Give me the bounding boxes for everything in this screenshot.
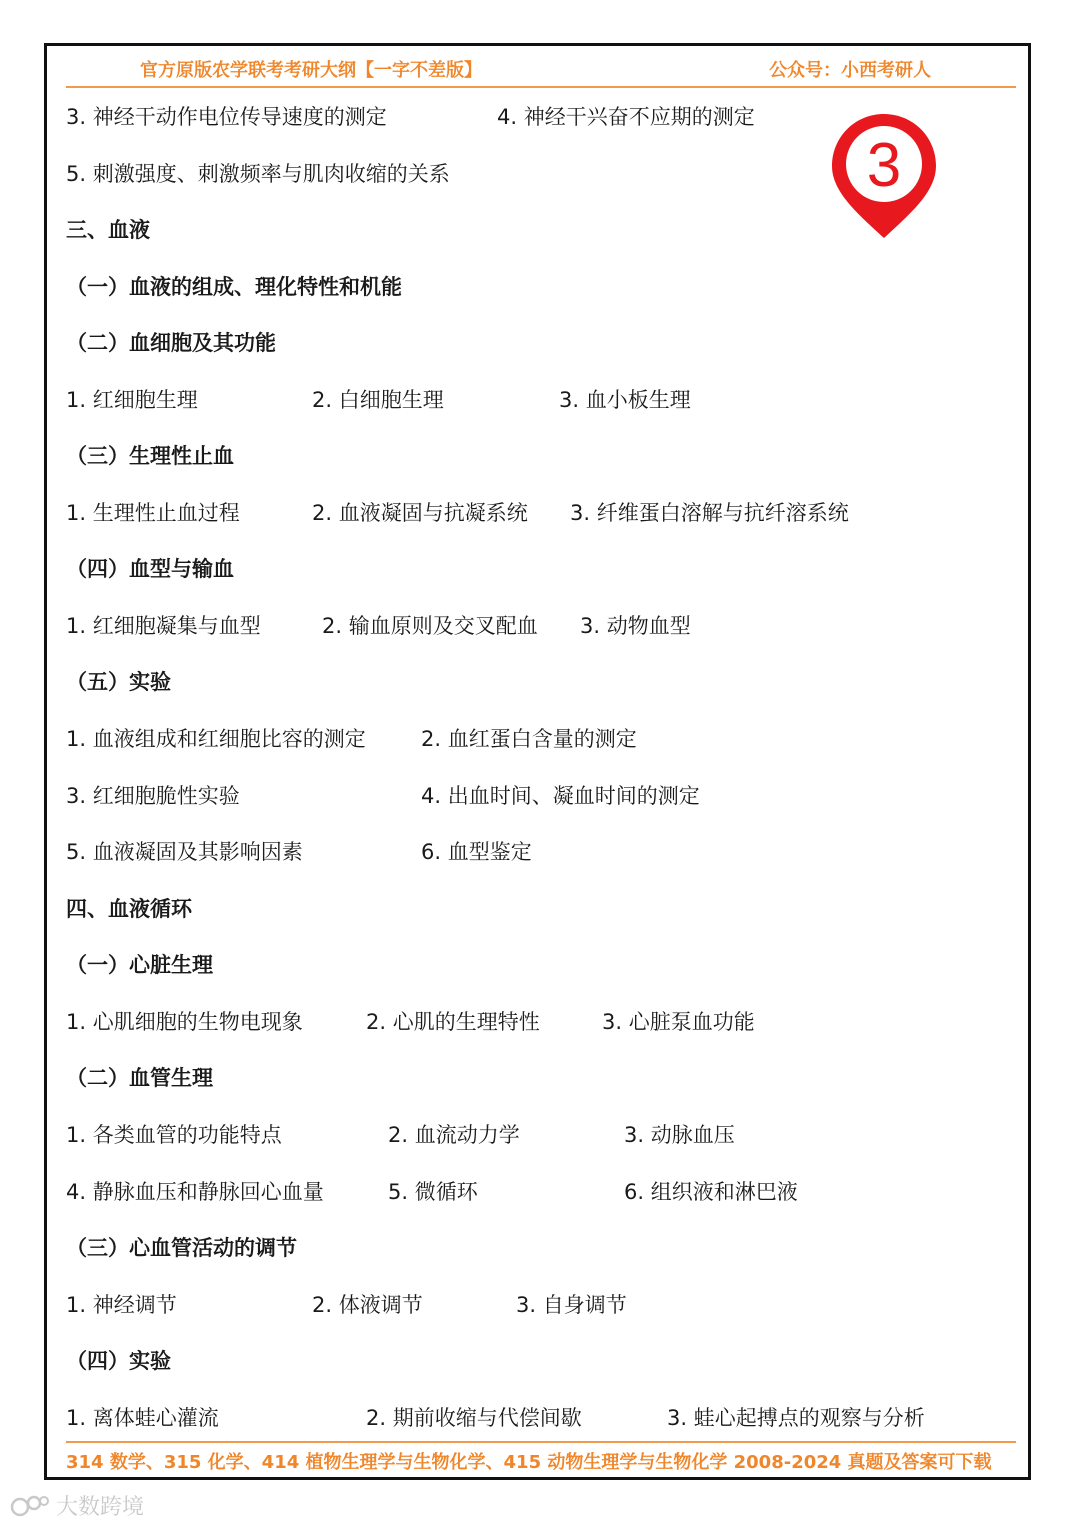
list-item: 5. 刺激强度、刺激频率与肌肉收缩的关系 bbox=[66, 162, 450, 186]
section-heading: 三、血液 bbox=[66, 218, 150, 242]
list-item: 3. 心脏泵血功能 bbox=[602, 1010, 755, 1034]
subsection-heading: （二）血管生理 bbox=[66, 1066, 213, 1090]
list-item: 2. 体液调节 bbox=[312, 1293, 423, 1317]
list-item: 3. 动脉血压 bbox=[624, 1123, 735, 1147]
list-item: 3. 动物血型 bbox=[580, 614, 691, 638]
list-item: 2. 血流动力学 bbox=[388, 1123, 520, 1147]
list-item: 4. 静脉血压和静脉回心血量 bbox=[66, 1180, 324, 1204]
watermark bbox=[10, 1490, 144, 1521]
subsection-heading: （一）血液的组成、理化特性和机能 bbox=[66, 275, 402, 299]
list-item: 2. 血红蛋白含量的测定 bbox=[421, 727, 637, 751]
list-item: 1. 生理性止血过程 bbox=[66, 501, 240, 525]
header-divider bbox=[66, 86, 1016, 88]
watermark-text: 大数跨境 bbox=[56, 1495, 145, 1520]
list-item: 1. 红细胞生理 bbox=[66, 388, 198, 412]
list-item: 6. 组织液和淋巴液 bbox=[624, 1180, 798, 1204]
list-item: 2. 血液凝固与抗凝系统 bbox=[312, 501, 528, 525]
list-item: 4. 出血时间、凝血时间的测定 bbox=[421, 784, 700, 808]
map-pin-icon bbox=[828, 110, 940, 242]
list-item: 2. 输血原则及交叉配血 bbox=[322, 614, 538, 638]
list-item: 1. 红细胞凝集与血型 bbox=[66, 614, 261, 638]
page-frame bbox=[44, 43, 1031, 1480]
footer-divider bbox=[66, 1441, 1016, 1443]
list-item: 2. 白细胞生理 bbox=[312, 388, 444, 412]
header-account: 公众号：小西考研人 bbox=[769, 60, 931, 81]
list-item: 3. 神经干动作电位传导速度的测定 bbox=[66, 105, 387, 129]
badge-number: 3 bbox=[866, 131, 902, 200]
subsection-heading: （四）实验 bbox=[66, 1349, 171, 1373]
list-item: 2. 期前收缩与代偿间歇 bbox=[366, 1406, 582, 1430]
list-item: 3. 红细胞脆性实验 bbox=[66, 784, 240, 808]
list-item: 6. 血型鉴定 bbox=[421, 840, 532, 864]
list-item: 1. 离体蛙心灌流 bbox=[66, 1406, 219, 1430]
list-item: 5. 血液凝固及其影响因素 bbox=[66, 840, 303, 864]
list-item: 1. 心肌细胞的生物电现象 bbox=[66, 1010, 303, 1034]
subsection-heading: （三）心血管活动的调节 bbox=[66, 1236, 297, 1260]
footer-note: 314 数学、315 化学、414 植物生理学与生物化学、415 动物生理学与生物化学 2008-2024 真题及答案可下载 bbox=[66, 1452, 992, 1473]
list-item: 3. 纤维蛋白溶解与抗纤溶系统 bbox=[570, 501, 849, 525]
header-title: 官方原版农学联考考研大纲【一字不差版】 bbox=[140, 60, 482, 81]
subsection-heading: （一）心脏生理 bbox=[66, 953, 213, 977]
list-item: 1. 神经调节 bbox=[66, 1293, 177, 1317]
subsection-heading: （四）血型与输血 bbox=[66, 557, 234, 581]
section-heading: 四、血液循环 bbox=[66, 897, 192, 921]
list-item: 3. 自身调节 bbox=[516, 1293, 627, 1317]
list-item: 1. 各类血管的功能特点 bbox=[66, 1123, 282, 1147]
list-item: 3. 蛙心起搏点的观察与分析 bbox=[667, 1406, 925, 1430]
subsection-heading: （三）生理性止血 bbox=[66, 444, 234, 468]
list-item: 5. 微循环 bbox=[388, 1180, 478, 1204]
watermark-logo-icon bbox=[10, 1493, 50, 1519]
list-item: 4. 神经干兴奋不应期的测定 bbox=[497, 105, 755, 129]
list-item: 3. 血小板生理 bbox=[559, 388, 691, 412]
subsection-heading: （五）实验 bbox=[66, 670, 171, 694]
list-item: 2. 心肌的生理特性 bbox=[366, 1010, 540, 1034]
subsection-heading: （二）血细胞及其功能 bbox=[66, 331, 276, 355]
list-item: 1. 血液组成和红细胞比容的测定 bbox=[66, 727, 366, 751]
